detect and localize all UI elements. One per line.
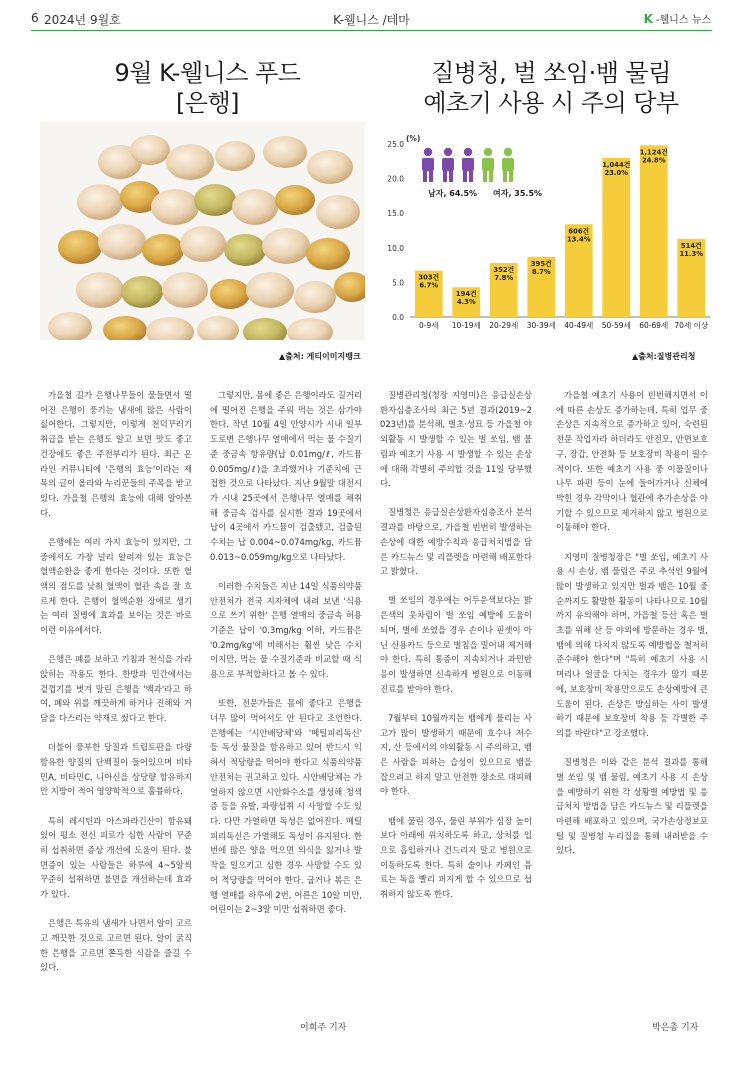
person-leg-icon	[463, 170, 467, 182]
bar-count-label: 395건	[530, 259, 552, 268]
bar-percent-label: 4.3%	[456, 298, 476, 307]
ginkgo-nuts-illustration	[40, 122, 365, 340]
bar-percent-label: 8.7%	[531, 267, 551, 276]
y-tick-label: 15.0	[387, 209, 404, 219]
person-leg-icon	[489, 170, 493, 182]
right-title-line2: 예초기 사용 시 주의 당부	[423, 89, 679, 117]
body-paragraph: 특히 레시틴과 아스파라긴산이 함유돼 있어 평소 전신 피로가 심한 사람이 꾸준히 섭취하면 증상 개선에 도움이 된다. 불면증이 있는 사람들은 하루에 4~5알씩 꾸준히 섭취하면 불면을 개선하는데 효과가 있다.	[40, 815, 192, 900]
bar-count-label: 514건	[680, 241, 702, 250]
body-paragraph: 뱀에 물린 경우, 물린 부위가 심장 높이보다 아래에 위치하도록 하고, 상처를 입으로 흡입하거나 건드리지 말고 병원으로 이동하도록 한다. 특히 술이나 카페인 음료는 독을 빨리 퍼지게 할 수 있으므로 섭취하지 않도록 한다.	[380, 815, 532, 900]
publication-logo	[644, 11, 711, 26]
person-head-icon	[424, 148, 432, 156]
body-paragraph: 질병관리청(청장 지영미)은 응급실손상환자심층조사의 최근 5년 결과(2019~2023년)를 분석해, 벌초·성묘 등 가을철 야외활동 시 발생할 수 있는 벌 쏘임, 뱀 물림과 예초기 사용 시 발생할 수 있는 손상에 대해 각별히 주의할 것을 11일 당부했다.	[380, 390, 532, 489]
person-head-icon	[444, 148, 452, 156]
body-paragraph: 은행은 특유의 냄새가 나면서 알이 고르고 깨끗한 것으로 고르면 된다. 알이 굵직한 은행을 고르면 쫀득한 식감을 즐길 수 있다.	[40, 918, 192, 973]
section-title: K-웰니스 /테마	[333, 13, 410, 27]
left-article-col2	[210, 388, 362, 931]
page-number: 6	[31, 11, 39, 25]
issue-date: 2024년 9월호	[44, 13, 121, 27]
x-tick-label: 70세 이상	[674, 321, 709, 330]
person-leg-icon	[509, 170, 513, 182]
y-unit-label: (%)	[406, 134, 421, 143]
bar-percent-label: 11.3%	[679, 249, 704, 258]
bar-count-label: 1,044건	[602, 160, 631, 169]
left-article-col1	[40, 388, 192, 990]
person-leg-icon	[483, 170, 487, 182]
person-body-icon	[482, 158, 494, 171]
body-paragraph: 또한, 전문가들은 몸에 좋다고 은행을 너무 많이 먹어서도 안 된다고 조언한다. 은행에는 '시안배당체'와 '메틸피리독신' 등 독성 물질을 함유하고 있어 반드시 익혀서 적당량을 먹어야 한다고 식품의약품안전처는 권고하고 있다. 시안배당체는 가열하지 않으면 시안화수소를 생성해 청색증 등을 유발, 과량섭취 시 사망할 수도 있다. 다만 가열하면 독성은 없어진다. 메틸피리독신은 가열해도 독성이 유지된다. 한 번에 많은 양을 먹으면 의식을 잃거나 발작을 일으키고 심한 경우 사망할 수도 있어 적당량을 먹어야 한다. 굽거나 볶은 은행 열매를 하루에 2번, 어른은 10알 미만, 어린이는 2~3알 미만 섭취하면 좋다.	[210, 698, 362, 915]
person-body-icon	[442, 158, 454, 171]
y-tick-label: 10.0	[387, 243, 404, 253]
x-tick-label: 50-59세	[601, 321, 631, 330]
bar-percent-label: 7.8%	[494, 274, 514, 283]
x-tick-label: 40-49세	[564, 321, 594, 330]
bar-count-label: 606건	[568, 227, 590, 236]
x-tick-label: 60-69세	[639, 321, 669, 330]
person-body-icon	[462, 158, 474, 171]
y-tick-label: 25.0	[387, 140, 404, 149]
person-leg-icon	[449, 170, 453, 182]
right-article-col1	[380, 388, 532, 916]
person-leg-icon	[469, 170, 473, 182]
body-paragraph: 질병청은 이와 같은 분석 결과를 통해 벌 쏘임 및 뱀 물림, 예초기 사용 시 손상을 예방하기 위한 각 상황별 예방법 및 응급처치 방법을 담은 카드뉴스 및 리플렛을 마련해 배포하고 있으며, 국가손상정보포털 및 질병청 누리집을 통해 내려받을 수 있다.	[556, 757, 708, 856]
person-head-icon	[504, 148, 512, 156]
age-injury-chart	[378, 132, 713, 337]
person-leg-icon	[423, 170, 427, 182]
photo-credit: ▲출처: 게티이미지뱅크	[279, 352, 361, 361]
body-paragraph: 은행에는 여러 가지 효능이 있지만, 그중에서도 가장 널리 알려져 있는 효능은 혈액순환을 좋게 한다는 것이다. 또한 혈액의 점도를 낮춰 혈액이 혈관 속을 잘 흐르게 한다. 은행이 혈액순환 장애로 생기는 여러 질병에 효과를 보이는 것은 바로 이런 이유에서다.	[40, 536, 192, 636]
body-paragraph: 벌 쏘임의 경우에는 어두운색보다는 밝은색의 옷차림이 벌 쏘임 예방에 도움이 되며, 벌에 쏘였을 경우 손이나 핀셋이 아닌 신용카드 등으로 벌침을 밀어내 제거해야 한다. 특히 통증이 지속되거나 과민반응이 발생하면 신속하게 병원으로 이동해 진료를 받아야 한다.	[380, 595, 532, 694]
right-article-title	[392, 58, 710, 118]
person-body-icon	[502, 158, 514, 171]
person-leg-icon	[429, 170, 433, 182]
logo-mark-icon: K	[643, 11, 653, 26]
female-share-label: 여자, 35.5%	[493, 189, 543, 198]
left-title-line1: 9월 K-웰니스 푸드	[114, 59, 301, 87]
male-share-label: 남자, 64.5%	[428, 189, 478, 198]
y-tick-label: 0.0	[392, 313, 404, 322]
bar-count-label: 303건	[418, 273, 440, 282]
body-paragraph: 지영미 질병청장은 "벌 쏘임, 예초기 사용 시 손상, 뱀 물림은 주로 추석인 9월에 많이 발생하고 있지만 벌과 뱀은 10월 중순까지도 활발한 활동이 나타나므로 10월까지 유의해야 하며, 가을철 등산 혹은 벌초를 위해 산 등 야외에 방문하는 경우 벌, 뱀에 의해 다치지 않도록 예방법을 철저히 준수해야 한다"며 "특히 예초기 사용 시 머리나 얼굴을 다치는 경우가 많기 때문에, 보호장비 착용만으로도 손상예방에 큰 도움이 된다. 손상은 방심하는 사이 발생하기 때문에 보호장비 착용 등 각별한 주의를 바란다"고 강조했다.	[556, 551, 708, 738]
logo-text: -웰니스 뉴스	[655, 15, 711, 26]
header-rule	[31, 30, 712, 31]
person-head-icon	[464, 148, 472, 156]
right-title-line1: 질병청, 벌 쏘임·뱀 물림	[431, 59, 671, 87]
bar-count-label: 194건	[455, 290, 477, 299]
body-paragraph: 가을철 길가 은행나무들이 물들면서 떨어진 은행이 풍기는 냄새에 많은 사람이 싫어한다. 그렇지만, 이렇게 천덕꾸러기 취급을 받는 은행도 알고 보면 맛도 좋고 건강에도 좋은 주전부리가 된다. 최근 온라인 커뮤니티에 '은행의 효능'이라는 제목의 글이 올라와 누리꾼들의 주목을 받고 있다. 가을철 은행의 효능에 대해 알아본다.	[40, 390, 192, 518]
left-title-line2: [은행]	[175, 89, 240, 117]
chart-bar	[602, 158, 630, 317]
body-paragraph: 가을철 예초기 사용이 빈번해지면서 이에 따른 손상도 증가하는데, 특히 업무 중 손상은 지속적으로 증가하고 있어, 숙련된 전문 작업자라 하더라도 안전모, 안면보호구, 장갑, 안전화 등 보호장비 착용이 필수적이다. 또한 예초기 사용 중 이물질이나 나무 파편 등이 눈에 들어가거나 신체에 박힌 경우 각막이나 혈관에 추가손상을 야기할 수 있으므로 제거하지 않고 병원으로 이동해야 한다.	[556, 390, 708, 533]
person-leg-icon	[443, 170, 447, 182]
right-byline: 박은총 기자	[652, 1023, 699, 1033]
left-article-title	[40, 58, 375, 118]
person-head-icon	[484, 148, 492, 156]
x-tick-label: 0-9세	[419, 321, 439, 330]
right-article-col2	[556, 388, 708, 873]
bar-percent-label: 6.7%	[419, 281, 439, 290]
body-paragraph: 더불어 풍부한 당질과 트립토판을 다량 함유한 양질의 단백질이 들어있으며 비타민A, 비타민C, 니아신을 상당량 함유하지만 지방이 적어 영양학적으로 훌륭하다.	[40, 742, 192, 797]
body-paragraph: 7월부터 10월까지는 뱀에게 물리는 사고가 많이 발생하기 때문에 호수나 저수지, 산 등에서의 야외활동 시 주의하고, 뱀은 사람을 피하는 습성이 있으므로 뱀을 잡으려고 하지 말고 안전한 장소로 대피해야 한다.	[380, 712, 532, 797]
page-header	[0, 0, 743, 34]
y-tick-label: 20.0	[387, 174, 404, 184]
x-tick-label: 20-29세	[489, 321, 519, 330]
bar-percent-label: 24.8%	[641, 156, 666, 165]
chart-credit: ▲출처:질병관리청	[632, 352, 696, 361]
person-body-icon	[422, 158, 434, 171]
y-tick-label: 5.0	[392, 278, 404, 288]
x-tick-label: 30-39세	[526, 321, 556, 330]
body-paragraph: 질병청은 응급실손상환자심층조사 분석 결과를 바탕으로, 가을철 빈번히 발생하는 손상에 대한 예방수칙과 응급처치법을 담은 카드뉴스 및 리플렛을 마련해 배포한다고 밝혔다.	[380, 507, 532, 577]
left-byline: 이희주 기자	[300, 1023, 347, 1033]
body-paragraph: 은행은 폐를 보하고 기침과 천식을 가라앉히는 작용도 한다. 한방과 민간에서는 겉껍기를 벗겨 말린 은행을 '백과'라고 하여, 폐와 위를 깨끗하게 하거나 진해와 거담을 다스리는 약재로 썼다고 한다.	[40, 654, 192, 724]
bar-count-label: 352건	[493, 266, 515, 275]
ginkgo-nuts-photo	[40, 122, 365, 340]
bar-count-label: 1,124건	[639, 148, 668, 157]
body-paragraph: 그렇지만, 몸에 좋은 은행이라도 길거리에 떨어진 은행을 주워 먹는 것은 삼가야 한다. 작년 10월 4일 안양시가 시내 일부 도로변 은행나무 열매에서 먹는 물 수질기준 중금속 항유량(납 0.01mg/ℓ, 카드뮴 0.005mg/ℓ)을 초과했거나 기준치에 근접한 것으로 나타났다. 지난 9월말 대전시가 시내 25곳에서 은행나무 열매를 채취해 중금속 검사를 실시한 결과 19곳에서 납이 4곳에서 카드뮴이 검출됐고, 검출된 수치는 납 0.004~0.074mg/kg, 카드뮴 0.013~0.059mg/kg으로 나타났다.	[210, 390, 362, 562]
person-leg-icon	[503, 170, 507, 182]
bar-percent-label: 13.4%	[566, 235, 591, 244]
chart-bar	[640, 145, 668, 317]
body-paragraph: 이러한 수치들은 지난 14일 식품의약품안전처가 전국 지자체에 내려 보낸 '식용으로 쓰기 위한' 은행 열매의 중금속 허용 기준은 납이 '0.3mg/kg 이하, 카드뮴은 '0.2mg/kg'에 비해서는 훨씬 낮은 수치이지만, 먹는 물 수질기준과 비교할 때 식용으로 부적합하다고 볼 수 있다.	[210, 580, 362, 680]
bar-percent-label: 23.0%	[604, 168, 629, 177]
bar-chart	[378, 132, 713, 337]
x-tick-label: 10-19세	[451, 321, 481, 330]
